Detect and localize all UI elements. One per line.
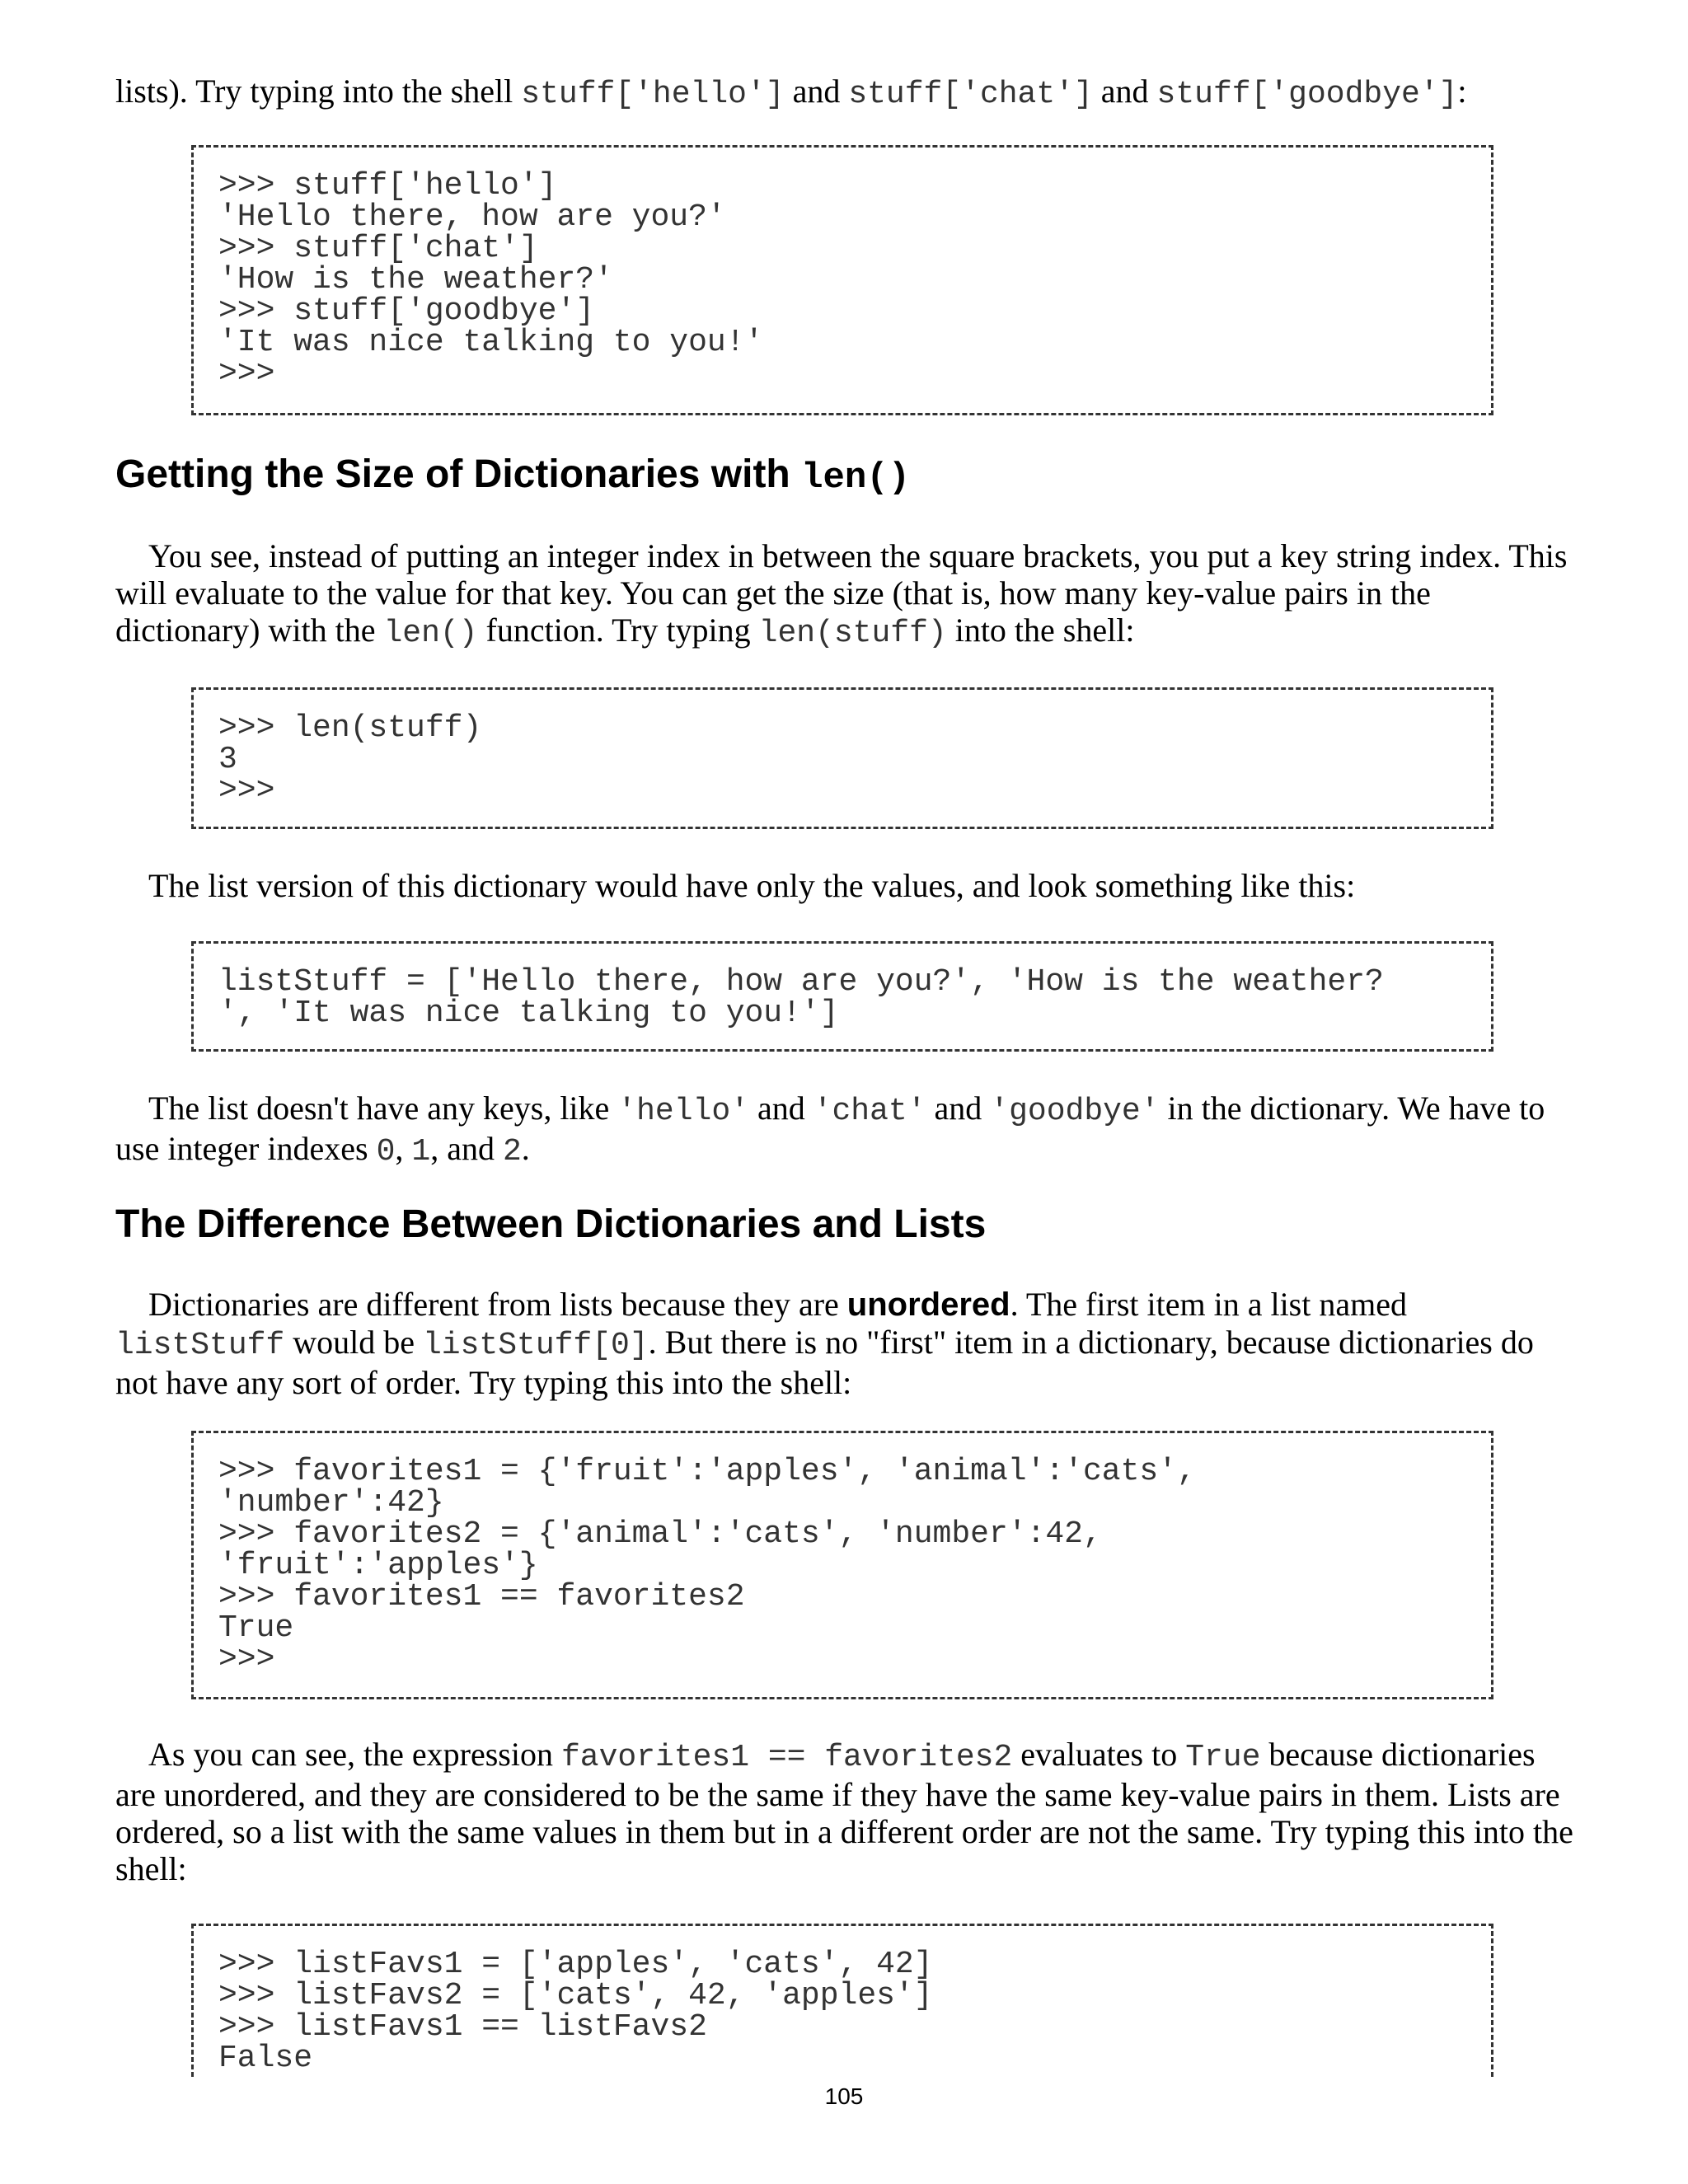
inline-code: len(stuff) [758,616,947,651]
text: , [395,1130,412,1167]
text: function. Try typing [477,612,759,649]
code-text: >>> listFavs1 = ['apples', 'cats', 42] >>> listFavs2 = ['cats', 42, 'apples'] >>> listFavs1 == listFavs2 False [218,1947,933,2076]
text: You see, instead of putting an integer index in between the square brackets, you put a key string index. This will evaluate to the value for that key. You can get the size (that is, how many key-value pairs in the dictionary) with the [115,537,1568,649]
code-block-listfavs [191,1924,1493,2077]
text: : [1457,73,1467,110]
paragraph-unordered [115,1286,1574,1401]
text: and [784,73,849,110]
inline-code: listStuff [115,1328,285,1363]
text: The list doesn't have any keys, like [148,1090,618,1127]
code-block-favorites [191,1431,1493,1699]
inline-code: 2 [502,1134,522,1169]
inline-code: stuff['hello'] [521,77,785,112]
inline-code: 'goodbye' [990,1094,1160,1129]
code-block-len [191,687,1493,829]
page-number: 105 [824,2083,864,2109]
section-heading-difference [115,1202,986,1248]
inline-code: 'chat' [813,1094,926,1129]
heading-code: len() [801,457,911,499]
code-text: >>> stuff['hello'] 'Hello there, how are you?' >>> stuff['chat'] 'How is the weather?' >>> stuff['goodbye'] 'It was nice talking to you!' >>> [218,168,764,391]
inline-code: 1 [411,1134,431,1169]
heading-text: Getting the Size of Dictionaries with [115,452,802,496]
code-text: >>> favorites1 = {'fruit':'apples', 'animal':'cats', 'number':42} >>> favorites2 = {'animal':'cats', 'number':42, 'fruit':'apples'} >>> favorites1 == favorites2 True >>> [218,1454,1196,1677]
text: As you can see, the expression [148,1736,561,1773]
inline-code: True [1185,1740,1261,1775]
inline-code: 'hello' [617,1094,749,1129]
bold-term: unordered [846,1286,1010,1323]
inline-code: listStuff[0] [423,1328,649,1363]
text: evaluates to [1012,1736,1186,1773]
code-block-stuff-lookup [191,145,1493,415]
text: The list version of this dictionary would have only the values, and look something like this: [148,867,1356,904]
inline-code: favorites1 == favorites2 [560,1740,1013,1775]
inline-code: stuff['chat'] [848,77,1093,112]
text: in the dictionary. We have to use integer indexes [115,1090,1545,1167]
text: . But there is no "first" item in a dictionary, because dictionaries do not have any sort of order. Try typing this into the shell: [115,1324,1534,1401]
text: . The first item in a list named [1010,1286,1407,1323]
text: would be [284,1324,423,1361]
inline-code: stuff['goodbye'] [1156,77,1458,112]
text: and [1092,73,1157,110]
paragraph-intro [115,73,1574,113]
code-text: listStuff = ['Hello there, how are you?', 'How is the weather? ', 'It was nice talking to you!'] [218,964,1384,1031]
inline-code: 0 [376,1134,396,1169]
heading-text: The Difference Between Dictionaries and Lists [115,1202,987,1246]
section-heading-len [115,452,910,501]
text: . [521,1130,530,1167]
text: because dictionaries are unordered, and they are considered to be the same if they have the same key-value pairs in them. Lists are ordered, so a list with the same values in them but in a different order are not the same. Try typing this into the shell: [115,1736,1573,1887]
code-text: >>> len(stuff) 3 >>> [218,710,482,808]
paragraph-len-explanation [115,537,1574,652]
text: and [926,1090,991,1127]
code-block-liststuff [191,941,1493,1052]
text: lists). Try typing into the shell [115,73,522,110]
paragraph-list-version [115,867,1574,904]
paragraph-ordered-lists [115,1736,1574,1887]
text: and [748,1090,814,1127]
paragraph-no-keys [115,1090,1574,1170]
text: into the shell: [946,612,1135,649]
inline-code: len() [383,616,478,651]
text: Dictionaries are different from lists because they are [148,1286,847,1323]
text: , and [430,1130,503,1167]
